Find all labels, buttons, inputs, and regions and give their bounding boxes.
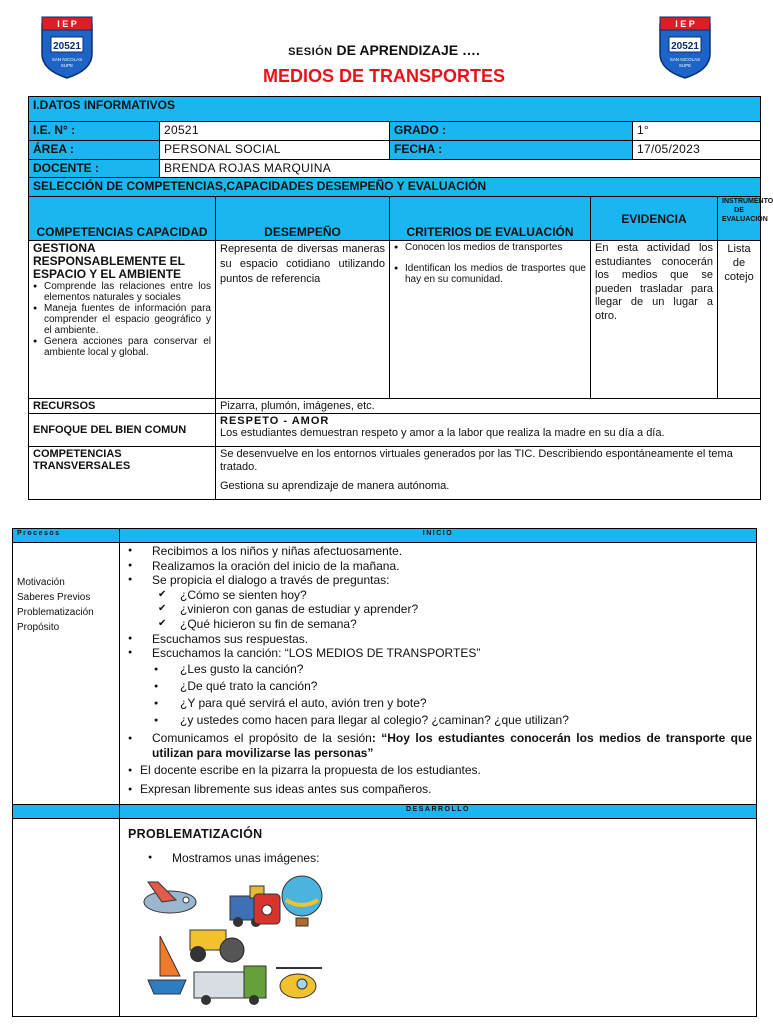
inicio-item: ● Escuchamos sus respuestas. <box>124 632 752 647</box>
svg-text:SAN NICOLAS: SAN NICOLAS <box>51 57 83 62</box>
enfoque-title: RESPETO - AMOR <box>220 415 330 427</box>
recursos-label: RECURSOS <box>29 399 216 414</box>
enfoque-value: Los estudiantes demuestran respeto y amor a la labor que realiza la madre en su día a día. <box>220 427 665 439</box>
capacidad-item: ● Comprende las relaciones entre los elementos naturales y sociales <box>33 281 211 303</box>
header-desempeno: DESEMPEÑO <box>216 197 390 241</box>
competencia-cell <box>29 241 216 399</box>
session-heading <box>0 42 768 58</box>
capacidades-list <box>33 281 211 358</box>
desempeno-cell: Representa de diversas maneras su espacio cotidiano utilizando puntos de referencia <box>216 241 390 399</box>
inicio-header: INICIO <box>120 529 757 543</box>
transport-images <box>142 876 332 1012</box>
inicio-item: ● Recibimos a los niños y niñas afectuosamente. <box>124 544 752 559</box>
svg-text:20521: 20521 <box>53 41 81 52</box>
pregunta-item: ✔ ¿Cómo se sienten hoy? <box>124 588 752 603</box>
hot-air-balloon-icon <box>282 876 322 926</box>
helicopter-icon <box>276 968 322 998</box>
page-title: MEDIOS DE TRANSPORTES <box>262 66 506 86</box>
criterios-cell <box>390 241 591 399</box>
ie-label: I.E. N° : <box>29 122 160 141</box>
sailboat-icon <box>148 936 186 994</box>
recursos-value: Pizarra, plumón, imágenes, etc. <box>216 399 761 414</box>
cancion-pregunta: ● ¿Y para qué servirá el auto, avión tren y bote? <box>124 695 752 712</box>
desarrollo-header: DESARROLLO <box>120 805 757 819</box>
fecha-label: FECHA : <box>390 141 633 160</box>
inicio-item: ● Escuchamos la canción: “LOS MEDIOS DE TRANSPORTES” <box>124 646 752 661</box>
svg-text:SUPE: SUPE <box>678 63 692 68</box>
session-word: SESIÓN <box>288 46 333 58</box>
secuencia-table <box>12 528 757 1017</box>
airplane-icon <box>144 882 196 913</box>
header-evidencia: EVIDENCIA <box>591 197 718 241</box>
seleccion-competencias-title: SELECCIÓN DE COMPETENCIAS,CAPACIDADES DESEMPEÑO Y EVALUACIÓN <box>29 178 761 197</box>
proceso-item: Propósito <box>17 622 60 633</box>
pregunta-item: ✔ ¿Qué hicieron su fin de semana? <box>124 617 752 632</box>
criterio-item: ● Identifican los medios de trasportes que hay en su comunidad. <box>394 263 586 285</box>
grado-value: 1° <box>633 122 761 141</box>
inicio-item: ● Expresan libremente sus ideas antes sus compañeros. <box>124 780 752 799</box>
problematizacion-title: PROBLEMATIZACIÓN <box>128 827 263 841</box>
transversales-value-1: Se desenvuelve en los entornos virtuales generados por las TIC. Describiendo espontáneamente el tema tratado. <box>220 448 733 473</box>
proposito-text: : “Hoy los estudiantes conocerán los medios de transporte que utilizan para movilizarse las personas” <box>152 730 752 760</box>
header-instrumento: INSTRUMENTO DE EVALUACIÓN <box>718 197 761 241</box>
car-icon <box>254 894 280 924</box>
instrumento-cell: Lista de cotejo <box>718 241 761 399</box>
transversales-label: COMPETENCIAS TRANSVERSALES <box>29 447 216 500</box>
inicio-cell <box>120 543 757 805</box>
competencia-title: GESTIONA RESPONSABLEMENTE EL ESPACIO Y EL AMBIENTE <box>33 241 185 281</box>
svg-text:SAN NICOLAS: SAN NICOLAS <box>669 57 701 62</box>
evidencia-cell: En esta actividad los estudiantes conocerán los medios que se pueden trasladar para llegar de un lugar a otro. <box>591 241 718 399</box>
cancion-pregunta: ● ¿Les gusto la canción? <box>124 661 752 678</box>
proceso-item: Motivación <box>17 577 65 588</box>
inicio-item: ● El docente escribe en la pizarra la propuesta de los estudiantes. <box>124 761 752 780</box>
cancion-pregunta: ● ¿De qué trato la canción? <box>124 678 752 695</box>
enfoque-cell <box>216 414 761 447</box>
fecha-value: 17/05/2023 <box>633 141 761 160</box>
desarrollo-procesos-cell <box>13 819 120 1017</box>
desarrollo-cell <box>120 819 757 1017</box>
criterios-list <box>394 242 586 285</box>
proposito-item <box>124 731 752 761</box>
inicio-item: ● Realizamos la oración del inicio de la mañana. <box>124 559 752 574</box>
mostramos-item: ● Mostramos unas imágenes: <box>144 851 752 866</box>
cancion-pregunta: ● ¿y ustedes como hacen para llegar al colegio? ¿caminan? ¿que utilizan? <box>124 712 752 729</box>
pregunta-item: ✔ ¿vinieron con ganas de estudiar y aprender? <box>124 602 752 617</box>
ie-value: 20521 <box>160 122 390 141</box>
svg-text:20521: 20521 <box>671 41 699 52</box>
svg-text:I E P: I E P <box>675 19 695 29</box>
proposito-intro: Comunicamos el propósito de la sesión <box>152 730 372 745</box>
inicio-item: ● Se propicia el dialogo a través de preguntas: <box>124 573 752 588</box>
criterio-item: ● Conocen los medios de transportes <box>394 242 586 253</box>
datos-informativos-table <box>28 96 773 500</box>
enfoque-label: ENFOQUE DEL BIEN COMUN <box>29 414 216 447</box>
area-value: PERSONAL SOCIAL <box>160 141 390 160</box>
docente-label: DOCENTE : <box>29 160 160 178</box>
grado-label: GRADO : <box>390 122 633 141</box>
capacidad-item: ● Maneja fuentes de información para comprender el espacio geográfico y el ambiente. <box>33 303 211 336</box>
transversales-cell <box>216 447 761 500</box>
capacidad-item: ● Genera acciones para conservar el ambiente local y global. <box>33 336 211 358</box>
svg-text:SUPE: SUPE <box>60 63 74 68</box>
proceso-item: Saberes Previos <box>17 592 91 603</box>
procesos-header: Procesos <box>13 529 120 543</box>
docente-value: BRENDA ROJAS MARQUINA <box>160 160 761 178</box>
transversales-value-2: Gestiona su aprendizaje de manera autónoma. <box>220 480 450 492</box>
tractor-icon <box>190 930 244 962</box>
proceso-item: Problematización <box>17 607 94 618</box>
truck-icon <box>194 966 266 1005</box>
section-datos-title: I.DATOS INFORMATIVOS <box>29 97 761 122</box>
header-competencias: COMPETENCIAS CAPACIDAD <box>29 197 216 241</box>
svg-text:I E P: I E P <box>57 19 77 29</box>
area-label: ÁREA : <box>29 141 160 160</box>
procesos-cell <box>13 543 120 805</box>
session-rest: DE APRENDIZAJE …. <box>336 42 480 58</box>
desarrollo-header-left <box>13 805 120 819</box>
header-criterios: CRITERIOS DE EVALUACIÓN <box>390 197 591 241</box>
